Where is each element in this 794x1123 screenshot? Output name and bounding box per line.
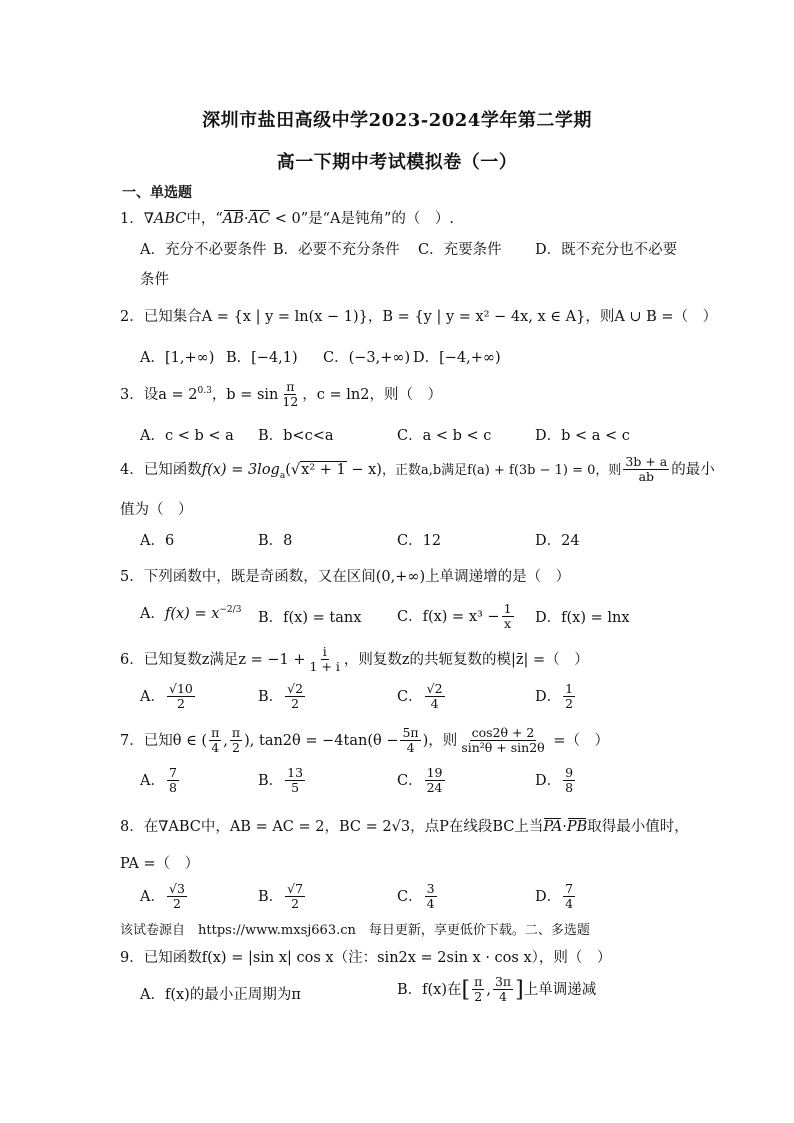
question-3-option-a: A．c < b < a (140, 428, 234, 444)
question-7-option-a: A． $\frac{7}{8}$ (140, 765, 177, 796)
question-1-option-c: C．充要条件 (418, 242, 502, 258)
question-4-option-b: B．8 (258, 533, 293, 549)
question-6-option-d: D． $\frac{1}{2}$ (535, 681, 574, 712)
question-2-option-c: C．(−3,+∞) (323, 350, 411, 366)
question-3-option-b: B．b<c<a (258, 428, 334, 444)
source-note: 该试卷源自 https://www.mxsj663.cn 每日更新，享更低价下载。二、多选题 (120, 923, 590, 938)
question-2-stem: 2．已知集合A = {x | y = ln(x − 1)}，B = {y | y = x² − 4x, x ∈ A}，则A ∪ B =（ ） (120, 309, 718, 325)
vector-pa: PA (543, 819, 563, 835)
vector-ab: AB (222, 211, 244, 227)
question-5-stem: 5．下列函数中，既是奇函数，又在区间(0,+∞)上单调递增的是（ ） (120, 569, 571, 585)
question-2-option-b: B．[−4,1) (226, 350, 298, 366)
question-6-option-a: A． $\frac{√10}{2}$ (140, 681, 193, 712)
question-4-option-a: A．6 (140, 533, 175, 549)
question-5-option-b: B．f(x) = tanx (258, 610, 362, 626)
question-8-option-b: B． $\frac{√7}{2}$ (258, 881, 304, 912)
question-6-stem: 6．已知复数z满足z = −1 + $\frac{i}{1 + i}$ ，则复数z的共轭复数的模|z̄| =（ ） (120, 644, 589, 675)
question-7-option-b: B． $\frac{13}{5}$ (258, 765, 304, 796)
exam-subtitle: 高一下期中考试模拟卷（一） (276, 152, 518, 173)
question-3-stem: 3．设$a = 2^{0.3}$，b = sin $\frac{\pi}{12}$ ，c = ln2，则（ ） (120, 379, 442, 410)
question-8-option-c: C． $\frac{3}{4}$ (397, 881, 435, 912)
exam-title: 深圳市盐田高级中学2023-2024学年第二学期 (202, 110, 592, 131)
question-7-option-d: D． $\frac{9}{8}$ (535, 765, 574, 796)
question-1-option-d: D．既不充分也不必要 (535, 242, 678, 258)
fraction-3b-plus-a-over-ab: $\frac{3b + a}{ab}$ (625, 454, 668, 485)
question-5-option-d: D．f(x) = lnx (535, 610, 630, 626)
question-6-option-b: B． $\frac{√2}{2}$ (258, 681, 304, 712)
question-4-stem: 4．已知函数$f(x) = 3\log_a(√x^2 + 1 - x)$，正数a,b满足f(a) + f(3b − 1) = 0，则 $\frac{3b + a}{ab}$ 的最小 (120, 454, 715, 485)
question-1-option-a: A．充分不必要条件 (140, 242, 267, 258)
question-3-option-d: D．b < a < c (535, 428, 630, 444)
question-9-stem: 9．已知函数f(x) = |sin x| cos x（注：sin2x = 2sin x · cos x），则（ ） (120, 950, 612, 966)
question-1-option-b: B．必要不充分条件 (273, 242, 400, 258)
question-3-option-c: C．a < b < c (397, 428, 492, 444)
vector-pb: PB (566, 819, 588, 835)
question-4-stem-continued: 值为（ ） (120, 502, 193, 518)
vector-ac: AC (248, 211, 271, 227)
question-9-option-a: A．f(x)的最小正周期为π (140, 987, 301, 1003)
question-2-option-a: A．[1,+∞) (140, 350, 215, 366)
question-8-option-a: A． $\frac{√3}{2}$ (140, 881, 185, 912)
question-6-option-c: C． $\frac{√2}{4}$ (397, 681, 443, 712)
question-5-option-a: A．$f(x) = x^{-2/3}$ (140, 605, 242, 622)
question-1-option-d-continued: 条件 (140, 272, 169, 288)
question-9-option-b: B．f(x)在[ $\frac{\pi}{2}$ , $\frac{3\pi}{4}$ ]上单调递减 (397, 974, 597, 1005)
question-1-stem: 1．∇ABC中，“AB·AC < 0”是“A是钝角”的（ ）. (120, 211, 455, 227)
question-8-option-d: D． $\frac{7}{4}$ (535, 881, 574, 912)
question-7-stem: 7．已知θ ∈ ( $\frac{\pi}{4}$ , $\frac{\pi}{2}$ ), tan2θ = −4tan(θ − $\frac{5\pi}{4}$ )，则 $\frac{\cos 2\theta + 2}{\text{sin²θ + sin2θ}}$ =（ ） (120, 725, 609, 756)
question-2-option-d: D．[−4,+∞) (413, 350, 501, 366)
question-7-option-c: C． $\frac{19}{24}$ (397, 765, 443, 796)
question-8-stem: 8．在∇ABC中，AB = AC = 2，BC = 2√3，点P在线段BC上当PA·PB取得最小值时， (120, 819, 689, 835)
question-5-option-c: C．f(x) = x³ − $\frac{1}{x}$ (397, 601, 512, 632)
fraction-pi-over-12: $\frac{\pi}{12}$ (282, 379, 299, 410)
section-heading-single-choice: 一、单选题 (122, 185, 192, 201)
question-8-stem-continued: PA =（ ） (120, 856, 200, 872)
question-4-option-c: C．12 (397, 533, 442, 549)
question-4-option-d: D．24 (535, 533, 580, 549)
